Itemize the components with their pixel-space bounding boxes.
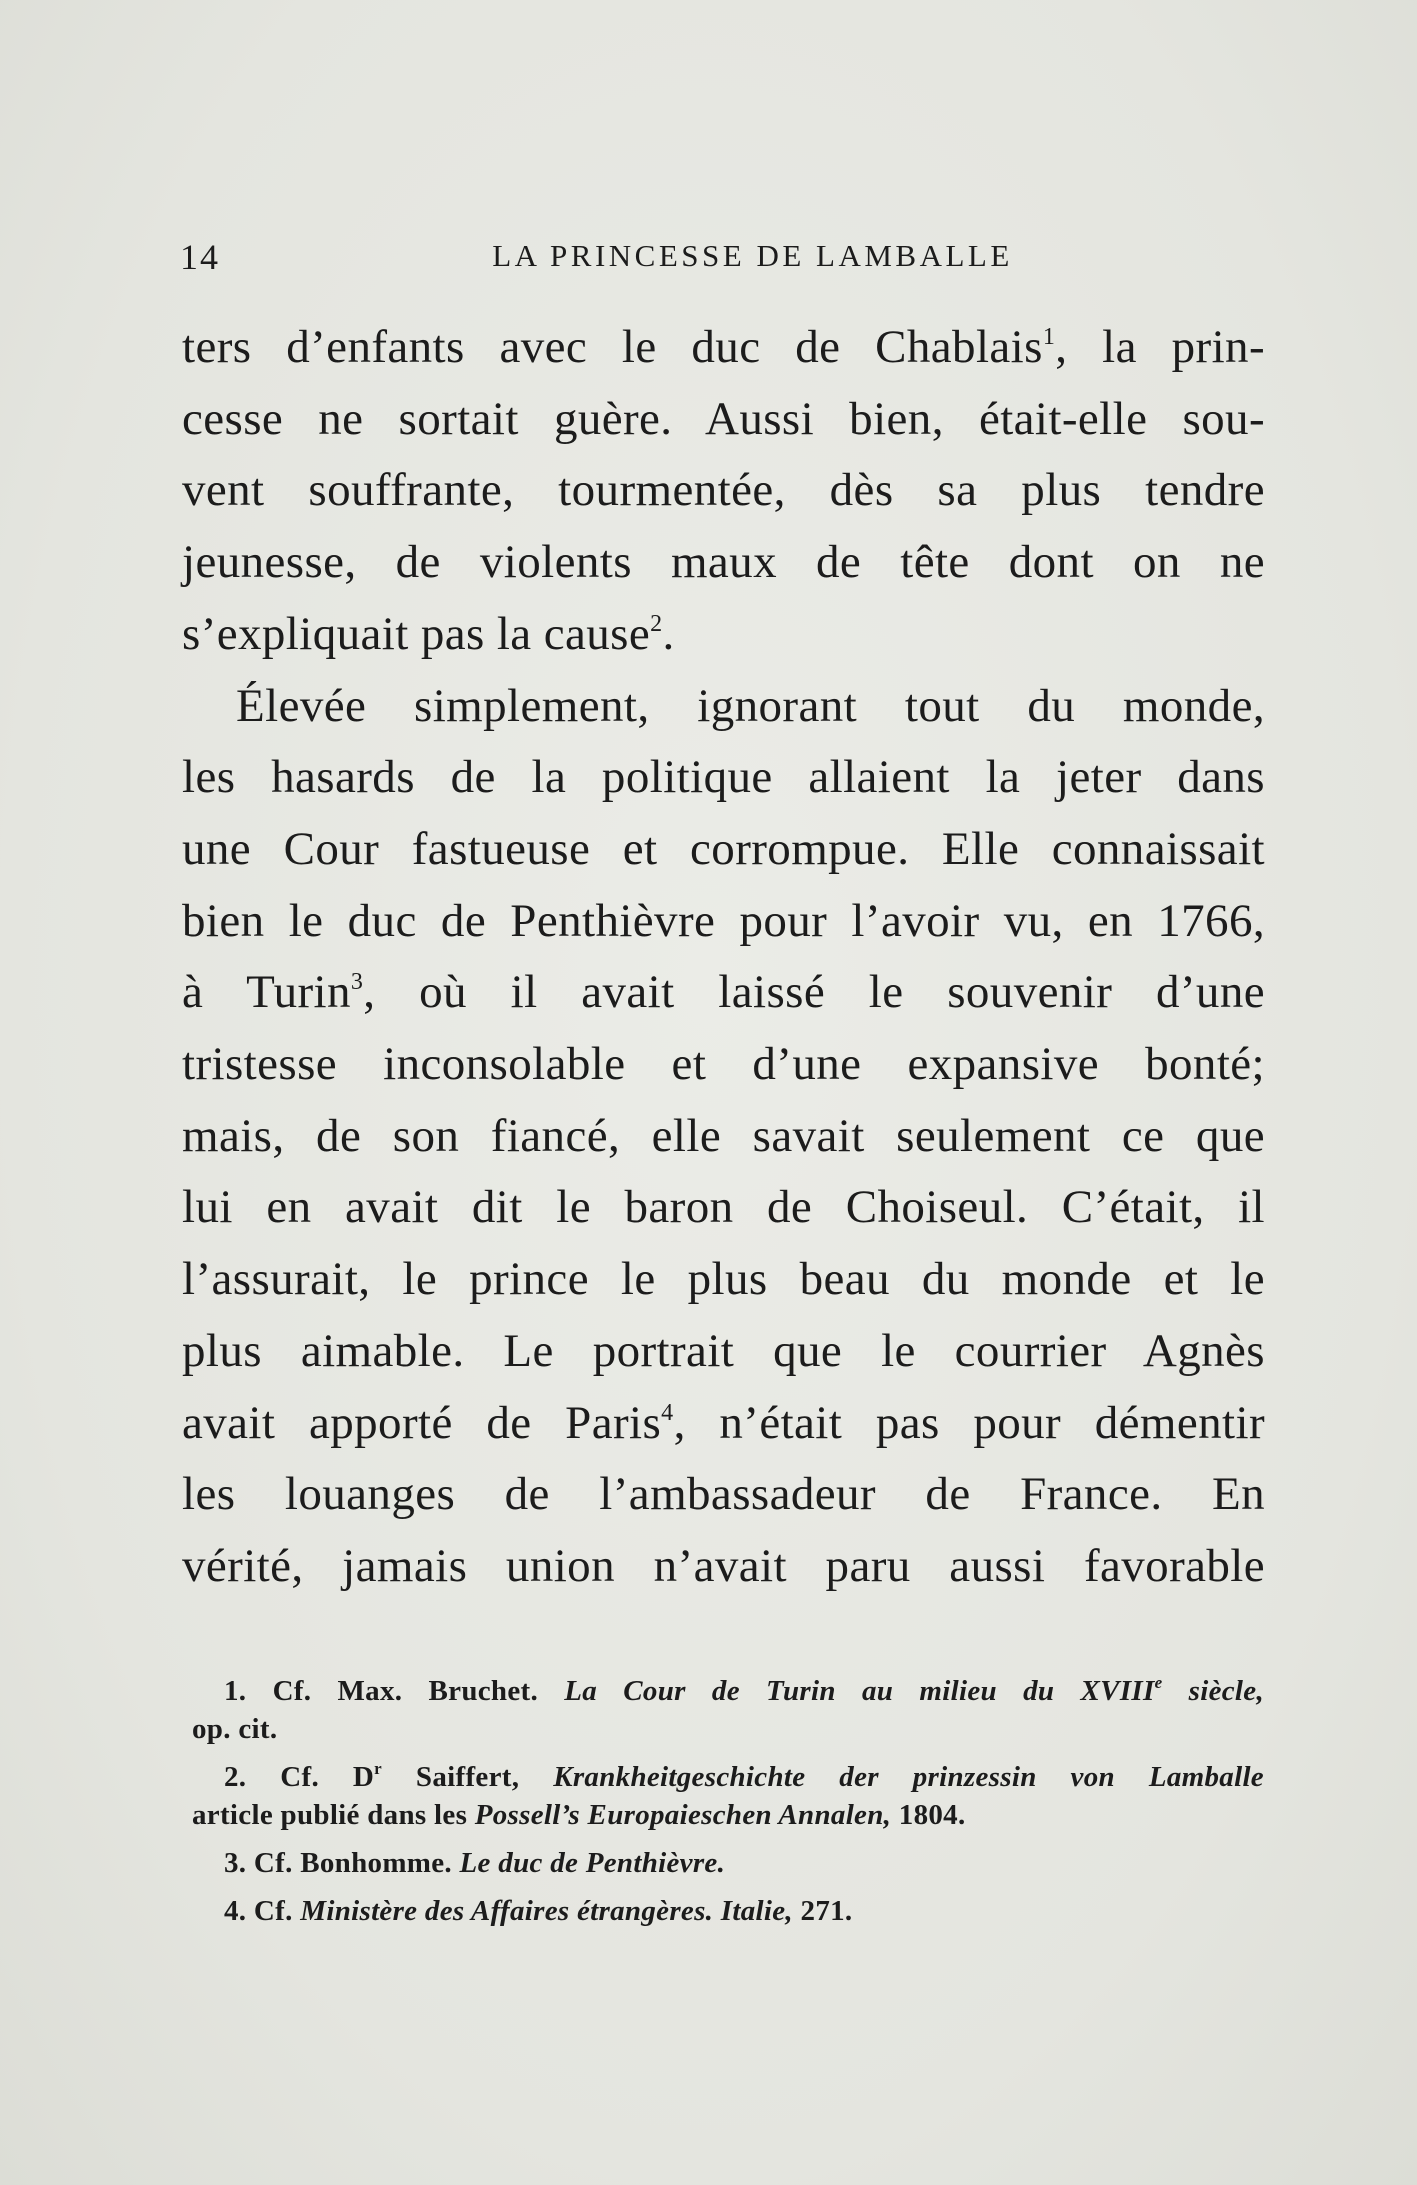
text-line: Élevée simplement, ignorant tout du monde, [236, 679, 1265, 732]
text-line: mais, de son fiancé, elle savait seulement ce que [182, 1109, 1265, 1162]
page-number: 14 [180, 237, 220, 277]
text-line: tristesse inconsolable et d’une expansive bonté; [182, 1038, 1265, 1091]
footnote-ref[interactable]: 3 [350, 969, 364, 996]
text-line: plus aimable. Le portrait que le courrier Agnès [182, 1324, 1265, 1377]
footnotes [192, 1672, 1264, 1940]
text-line: jeunesse, de violents maux de tête dont on ne [182, 536, 1265, 589]
footnote-ref[interactable]: 2 [650, 610, 663, 637]
text-line: vérité, jamais union n’avait paru aussi favorable [182, 1539, 1265, 1592]
text-line: s’expliquait pas la cause$^2$. [182, 607, 675, 660]
running-title: LA PRINCESSE DE LAMBALLE [492, 238, 1013, 273]
footnote-ref[interactable]: 4 [661, 1399, 674, 1426]
footnote-4: 4. Cf. Ministère des Affaires étrangères. Italie, 271. [224, 1895, 853, 1927]
text-line: lui en avait dit le baron de Choiseul. C’était, il [182, 1181, 1265, 1234]
text-line: à Turin$^3$, où il avait laissé le souvenir d’une [182, 966, 1265, 1019]
footnote-2: 2. Cf. $D^r$ Saiffert, Krankheitgeschichte der prinzessin von Lamballe article publié dans les Possell’s Europaieschen Annalen, 1804. [192, 1759, 1264, 1831]
text-line: une Cour fastueuse et corrompue. Elle connaissait [182, 822, 1265, 875]
footnote-ref[interactable]: 1 [1042, 324, 1056, 350]
footnote-1: 1. Cf. Max. Bruchet. La Cour de Turin au milieu du XVIIIe siècle, op. cit. [192, 1673, 1265, 1745]
text-line: avait apporté de Paris$^4$, n’était pas pour démentir [182, 1396, 1265, 1449]
text-line: vent souffrante, tourmentée, dès sa plus tendre [182, 464, 1265, 517]
body-text [182, 312, 1265, 1603]
text-line: les hasards de la politique allaient la jeter dans [182, 751, 1265, 804]
text-line: ters d’enfants avec le duc de Chablais$^1$, la prin- [182, 321, 1265, 373]
text-line: cesse ne sortait guère. Aussi bien, était-elle sou- [182, 392, 1265, 445]
footnote-3: 3. Cf. Bonhomme. Le duc de Penthièvre. [224, 1847, 726, 1879]
text-line: l’assurait, le prince le plus beau du monde et le [182, 1253, 1265, 1306]
paragraph-2 [182, 671, 1265, 1603]
paragraph-1 [182, 312, 1265, 671]
text-line: bien le duc de Penthièvre pour l’avoir vu, en 1766, [182, 894, 1265, 947]
text-line: les louanges de l’ambassadeur de France. En [182, 1468, 1265, 1521]
page-header [180, 236, 1265, 276]
